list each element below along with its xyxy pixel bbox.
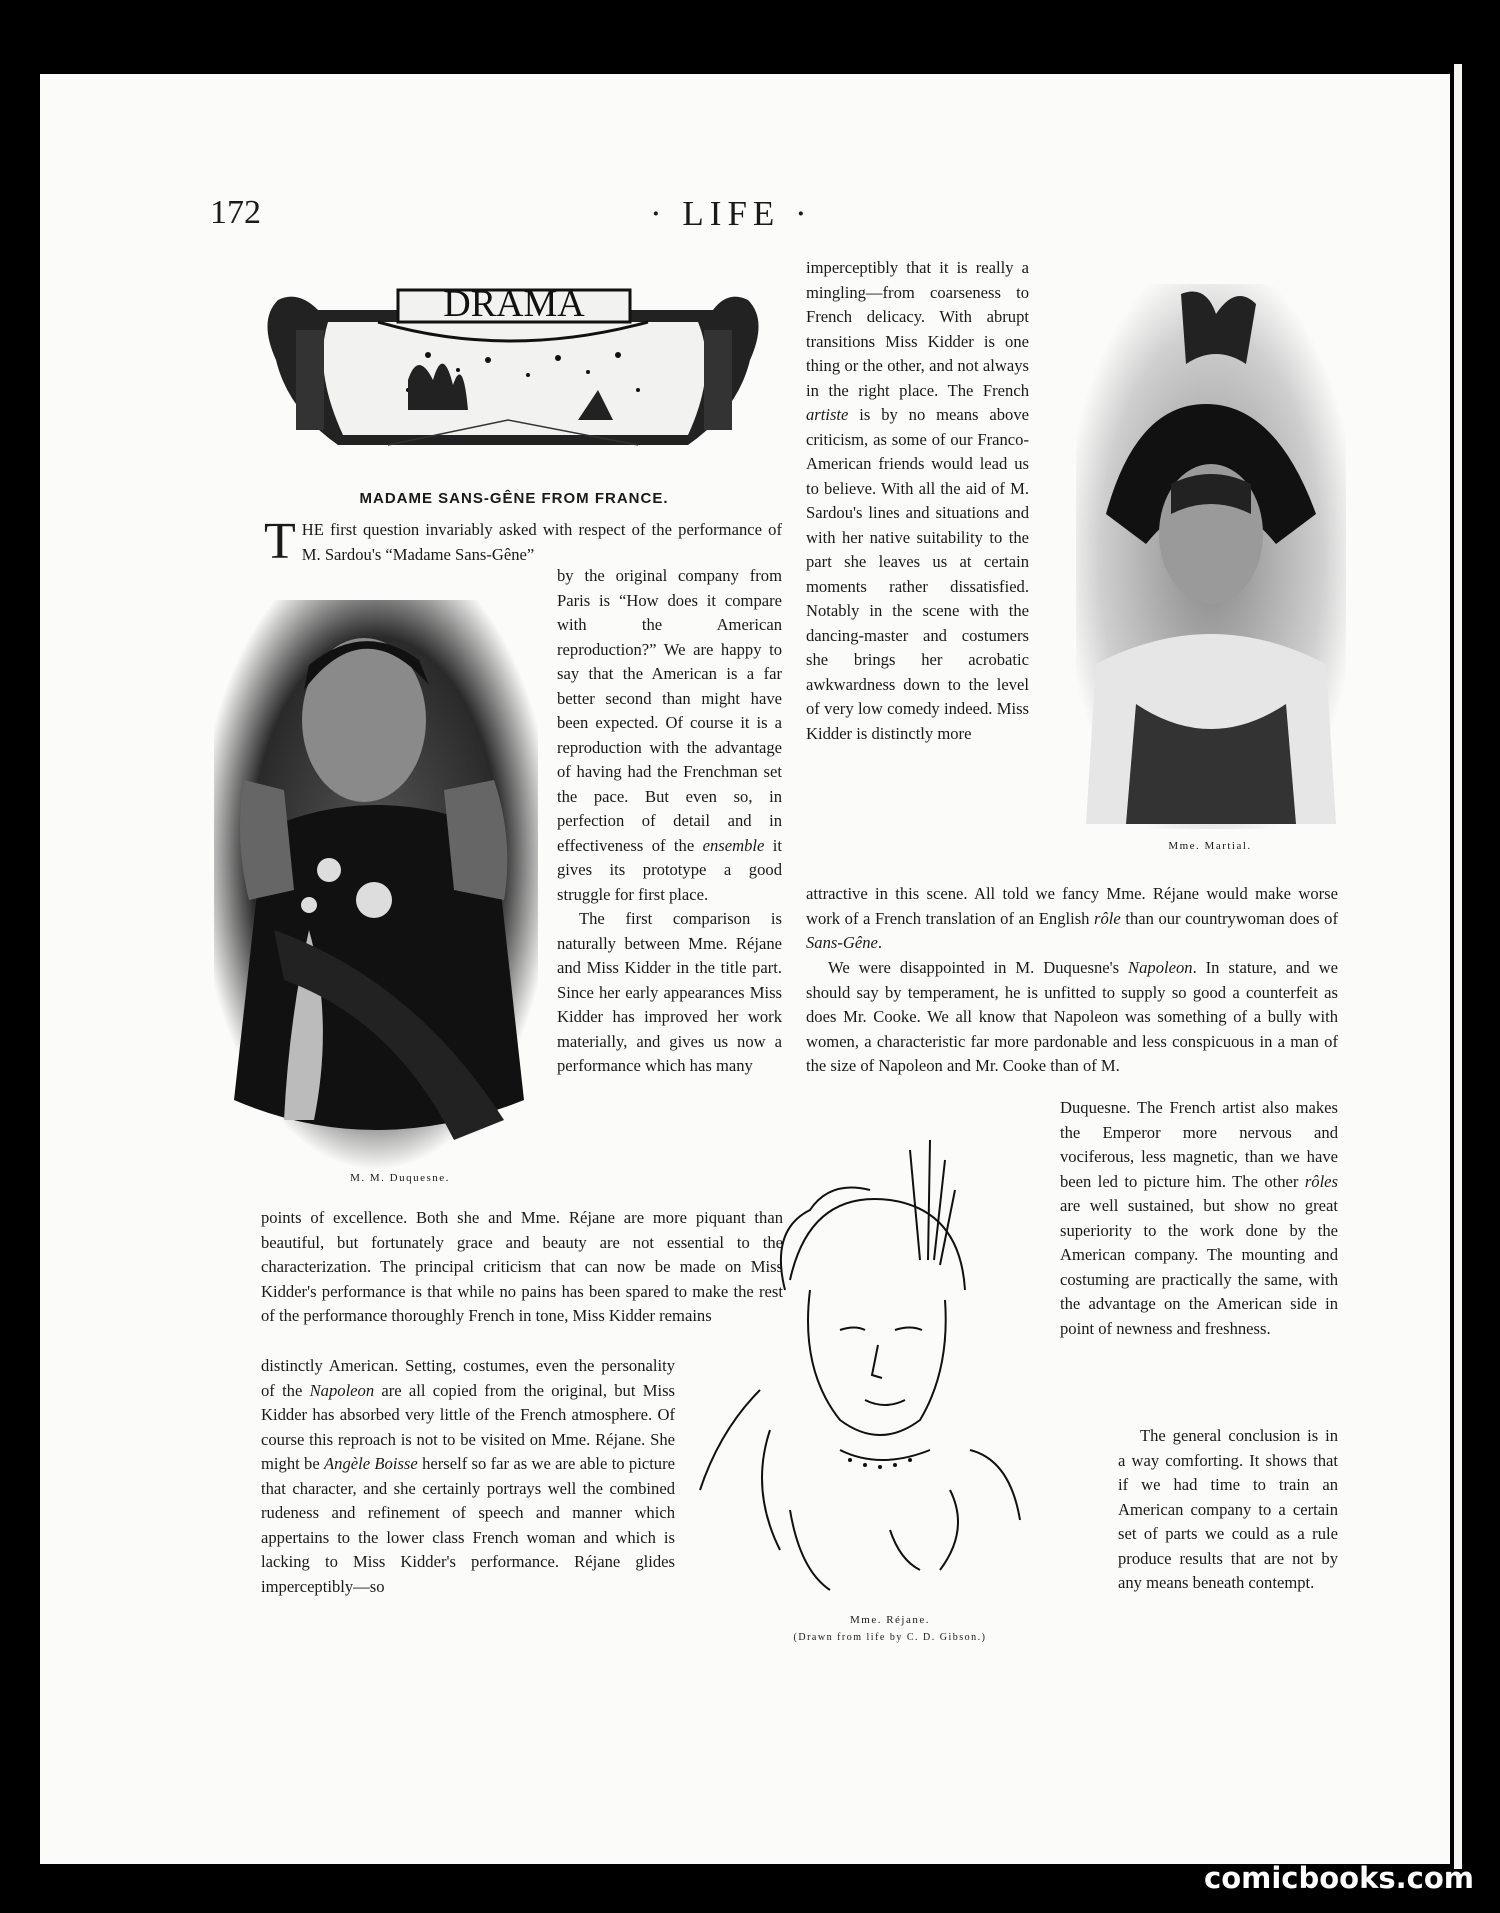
drop-cap: T xyxy=(264,513,296,570)
intro-text: HE first question invariably asked with respect of the performance of M. Sardou's “Madame Sans-Gêne” xyxy=(301,520,782,564)
rejane-drawing xyxy=(690,1130,1060,1610)
column-3 xyxy=(1060,1096,1338,1341)
lower-text-a: distinctly American. Setting, costumes, even the personality of the xyxy=(261,1356,675,1400)
col2-text-a: imperceptibly that it is really a mingling—from coarseness to French delicacy. With abrupt transitions Miss Kidder is one thing or the other, and not always in the right place. The French xyxy=(806,258,1029,400)
wide3-text-a: We were disappointed in M. Duquesne's xyxy=(828,958,1129,977)
lower-column xyxy=(261,1354,675,1599)
lower-text-b: are all copied from the original, but Miss Kidder has absorbed very little of the French atmosphere. Of course this reproach is not to be visited on Mme. Réjane. She might be xyxy=(261,1380,675,1473)
col1-paragraph-2: The first comparison is naturally between Mme. Réjane and Miss Kidder in the title part. Since her early appearances Miss Kidder has improved her work materially, and gives us now a performance which has many xyxy=(557,909,782,1075)
caption-martial: Mme. Martial. xyxy=(1168,840,1252,852)
duquesne-portrait xyxy=(214,600,538,1170)
wide3-italic: Napoleon xyxy=(1128,958,1193,977)
watermark: comicbooks.com xyxy=(1204,1861,1474,1895)
intro-paragraph xyxy=(264,513,782,570)
col1-text-b: it gives its prototype a good struggle for first place. xyxy=(557,835,782,904)
column-1 xyxy=(557,564,782,1079)
page-header xyxy=(210,194,890,242)
magazine-title: · LIFE · xyxy=(650,194,813,233)
caption-rejane-credit: (Drawn from life by C. D. Gibson.) xyxy=(793,1632,987,1643)
col3-italic: rôles xyxy=(1304,1171,1338,1191)
col3-text-b: are well sustained, but show no great superiority to the work done by the American company. The mounting and costuming are practically the same, with the advantage on the American side in point of newness and freshness. xyxy=(1060,1196,1338,1338)
page-number: 172 xyxy=(210,194,261,231)
wide2-text-c: . xyxy=(877,933,883,952)
article-subhead: MADAME SANS-GÊNE FROM FRANCE. xyxy=(359,490,669,507)
lower-italic-2: Angèle Boisse xyxy=(324,1454,418,1473)
wide3-text-b: . In stature, and we should say by temperament, he is unfitted to supply so good a counterfeit as does Mr. Cooke. We all know that Napoleon was something of a bully with women, a characteristic far more pardonable and less conspicuous in a man of the size of Napoleon and Mr. Cooke than of M. xyxy=(806,958,1338,1075)
next-page-edge xyxy=(1454,64,1462,1869)
wide-paragraph-2 xyxy=(806,882,1338,956)
column-2 xyxy=(806,256,1029,746)
column-4: The general conclusion is in a way comforting. It shows that if we had time to train an American company to a certain set of parts we could as a rule produce results that are not by any means beneath contempt. xyxy=(1118,1426,1338,1592)
wide2-italic-2: Sans-Gêne xyxy=(806,933,878,952)
col1-italic: ensemble xyxy=(702,835,765,855)
wide2-text-b: than our countrywoman does of xyxy=(1120,908,1338,928)
lower-italic-1: Napoleon xyxy=(309,1380,375,1400)
wide-paragraph-3 xyxy=(806,956,1338,1079)
col1-text-a: by the original company from Paris is “How does it compare with the American reproduction?” We are happy to say that the American is a far better second than might have been expected. Of course it is a reproduction with the advantage of having had the Frenchman set the pace. But even so, in perfection of detail and in effectiveness of the xyxy=(557,566,782,855)
drama-banner-illustration xyxy=(258,260,770,476)
lower-text-c: herself so far as we are able to picture that character, and she certainly portrays well the combined rudeness and refinement of speech and manner which appertains to the lower class French woman and which is lacking to Miss Kidder's performance. Réjane glides imperceptibly—so xyxy=(261,1454,675,1596)
martial-portrait xyxy=(1076,284,1346,829)
wide2-text-a: attractive in this scene. All told we fancy Mme. Réjane would make worse work of a French translation of an English xyxy=(806,884,1338,928)
col2-italic: artiste xyxy=(806,405,849,424)
wide-paragraph: points of excellence. Both she and Mme. Réjane are more piquant than beautiful, but fortunately grace and beauty are not essential to the characterization. The principal criticism that can now be made on Miss Kidder's performance is that while no pains has been spared to make the rest of the performance thoroughly French in tone, Miss Kidder remains xyxy=(261,1208,783,1325)
col2-text-b: is by no means above criticism, as some of our Franco-American friends would lead us to believe. With all the aid of M. Sardou's lines and situations and with her native suitability to the part she leaves us at certain moments rather dissatisfied. Notably in the scene with the dancing-master and costumers she brings her acrobatic awkwardness down to the level of very low comedy indeed. Miss Kidder is distinctly more xyxy=(806,405,1029,743)
wide2-italic-1: rôle xyxy=(1094,908,1121,928)
drama-banner-title: DRAMA xyxy=(443,283,585,325)
col3-text-a: Duquesne. The French artist also makes the Emperor more nervous and vociferous, less magnetic, than we have been led to picture him. The other xyxy=(1060,1098,1338,1191)
caption-rejane: Mme. Réjane. xyxy=(849,1614,930,1626)
caption-duquesne: M. M. Duquesne. xyxy=(350,1172,450,1184)
